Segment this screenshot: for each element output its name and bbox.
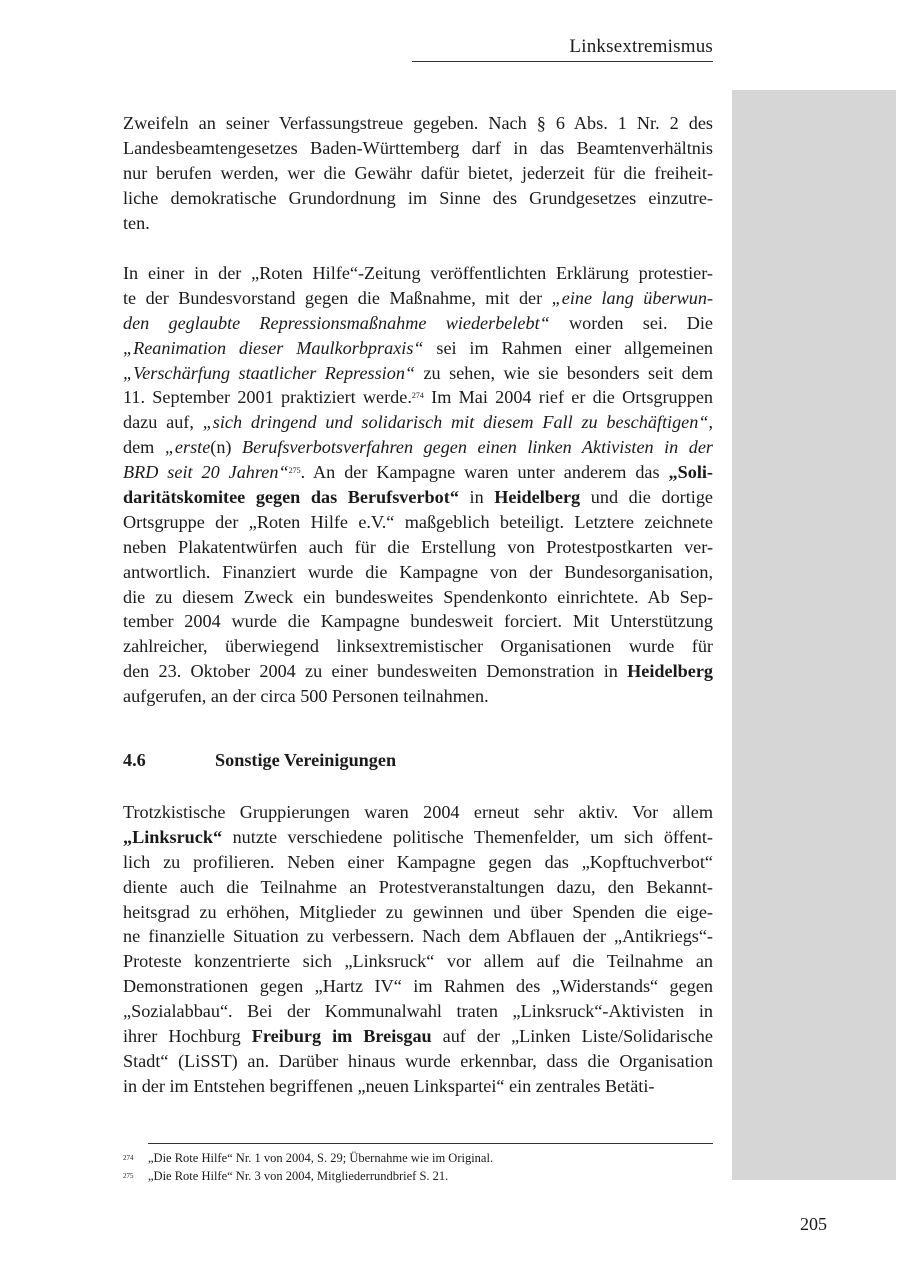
section-number: 4.6 (123, 750, 146, 770)
text-line (123, 999, 713, 1024)
footnote-ref: 274 (411, 391, 424, 401)
bold-text: Heidelberg (627, 661, 713, 682)
text-line (123, 900, 713, 925)
text-run: heitsgrad zu erhöhen, Mitglieder zu gewinnen und über Spenden die eige- (123, 901, 713, 922)
margin-sidebar (732, 90, 896, 1180)
text-run: te der Bundesvorstand gegen die Maßnahme, mit der (123, 287, 552, 308)
section-heading (123, 750, 396, 771)
footnote-text: „Die Rote Hilfe“ Nr. 3 von 2004, Mitgliederrundbrief S. 21. (148, 1169, 449, 1183)
text-line (123, 634, 713, 659)
paragraph-3 (123, 800, 713, 1099)
text-line (123, 361, 713, 386)
header-rule (412, 61, 713, 62)
text-line (123, 875, 713, 900)
text-line (123, 924, 713, 949)
text-line (123, 949, 713, 974)
italic-quote: „Verschärfung staatlicher Repression“ (123, 362, 416, 383)
text-line (123, 609, 713, 634)
text-line (123, 1074, 713, 1099)
italic-quote: den geglaubte Repressionsmaßnahme wiederbelebt“ (123, 312, 550, 333)
text-run: Im Mai 2004 rief er die Ortsgruppen (423, 387, 713, 408)
text-run: ihrer Hochburg (123, 1026, 252, 1047)
text-run: aufgerufen, an der circa 500 Personen teilnahmen. (123, 686, 489, 707)
text-line (123, 460, 713, 485)
text-run: Zweifeln an seiner Verfassungstreue gegeben. Nach § 6 Abs. 1 Nr. 2 des (123, 113, 713, 133)
bold-text: „Soli- (668, 462, 713, 483)
text-run: in der im Entstehen begriffenen „neuen Linkspartei“ ein zentrales Betäti- (123, 1075, 655, 1096)
text-line (123, 161, 713, 186)
text-run: „Sozialabbau“. Bei der Kommunalwahl traten „Linksruck“-Aktivisten in (123, 1001, 713, 1022)
text-run: diente auch die Teilnahme an Protestveranstaltungen dazu, den Bekannt- (123, 876, 713, 897)
footnote-rule (148, 1143, 713, 1144)
bold-text: „Linksruck“ (123, 826, 223, 847)
text-run: neben Plakatentwürfen auch für die Erstellung von Protestpostkarten ver- (123, 536, 713, 557)
text-run: Landesbeamtengesetzes Baden-Württemberg darf in das Beamtenverhältnis (123, 137, 713, 158)
text-line (123, 510, 713, 535)
paragraph-1 (123, 111, 713, 235)
bold-text: daritätskomitee gegen das Berufsverbot“ (123, 487, 459, 508)
text-run: zu sehen, wie sie besonders seit dem (415, 362, 713, 383)
footnote-number: 275 (123, 1172, 134, 1180)
text-run: ne finanzielle Situation zu verbessern. Nach dem Abflauen der „Antikriegs“- (123, 926, 713, 947)
text-line (123, 974, 713, 999)
text-run: (n) (210, 437, 242, 458)
italic-quote: „Reanimation dieser Maulkorbpraxis“ (123, 337, 424, 358)
italic-quote: „sich dringend und solidarisch mit diesem Fall zu beschäftigen“ (202, 412, 709, 433)
running-header: Linksextremismus (569, 36, 713, 57)
text-line (123, 535, 713, 560)
footnote-text: „Die Rote Hilfe“ Nr. 1 von 2004, S. 29; Übernahme wie im Original. (148, 1151, 494, 1165)
text-line (123, 311, 713, 336)
text-run: Trotzkistische Gruppierungen waren 2004 erneut sehr aktiv. Vor allem (123, 802, 713, 822)
text-run: auf der „Linken Liste/Solidarische (431, 1026, 713, 1047)
text-run: tember 2004 wurde die Kampagne bundesweit forciert. Mit Unterstützung (123, 611, 713, 632)
footnote-ref: 275 (288, 466, 301, 476)
paragraph-2 (123, 261, 713, 709)
text-line (123, 850, 713, 875)
italic-quote: „erste (164, 437, 211, 458)
text-line (123, 385, 713, 410)
text-line (123, 435, 713, 460)
text-line (123, 336, 713, 361)
text-run: die zu diesem Zweck ein bundesweites Spendenkonto einrichtete. Ab Sep- (123, 586, 713, 607)
text-line (123, 286, 713, 311)
text-run: dem (123, 437, 165, 458)
text-run: den 23. Oktober 2004 zu einer bundesweiten Demonstration in (123, 661, 628, 682)
text-line (123, 1049, 713, 1074)
text-run: ten. (123, 212, 150, 233)
text-run: in (458, 487, 495, 508)
text-line (123, 585, 713, 610)
text-run: Stadt“ (LiSST) an. Darüber hinaus wurde erkennbar, dass die Organisation (123, 1050, 713, 1071)
section-title: Sonstige Vereinigungen (215, 750, 397, 770)
text-line (123, 684, 713, 709)
text-line (123, 261, 713, 286)
text-run: Demonstrationen gegen „Hartz IV“ im Rahmen des „Widerstands“ gegen (123, 976, 713, 997)
text-run: und die dortige (580, 487, 713, 508)
italic-quote: „eine lang überwun- (551, 287, 713, 308)
text-line (123, 825, 713, 850)
text-run: liche demokratische Grundordnung im Sinne des Grundgesetzes einzutre- (123, 187, 713, 208)
text-run: nur berufen werden, wer die Gewähr dafür bietet, jederzeit für die freiheit- (123, 162, 713, 183)
text-run: In einer in der „Roten Hilfe“-Zeitung veröffentlichten Erklärung protestier- (123, 263, 713, 283)
text-run: , (708, 412, 713, 433)
text-line (123, 211, 713, 236)
italic-quote: BRD seit 20 Jahren“ (123, 462, 289, 483)
text-run: lich zu profilieren. Neben einer Kampagne gegen das „Kopftuchverbot“ (123, 851, 713, 872)
text-run: dazu auf, (123, 412, 203, 433)
text-line (123, 659, 713, 684)
text-run: zahlreicher, überwiegend linksextremistischer Organisationen wurde für (123, 636, 713, 657)
text-line (123, 560, 713, 585)
text-line (123, 410, 713, 435)
text-run: sei im Rahmen einer allgemeinen (423, 337, 713, 358)
italic-quote: Berufsverbotsverfahren gegen einen linken Aktivisten in der (241, 437, 713, 458)
text-run: Proteste konzentrierte sich „Linksruck“ vor allem auf die Teilnahme an (123, 951, 713, 972)
footnote-274 (123, 1149, 493, 1167)
text-line (123, 1024, 713, 1049)
footnote-number: 274 (123, 1154, 134, 1162)
text-line (123, 186, 713, 211)
text-line (123, 800, 713, 825)
footnote-275 (123, 1167, 448, 1185)
text-run: antwortlich. Finanziert wurde die Kampagne von der Bundesorganisation, (123, 561, 713, 582)
bold-text: Freiburg im Breisgau (251, 1026, 432, 1047)
text-line (123, 136, 713, 161)
text-run: . An der Kampagne waren unter anderem das (300, 462, 669, 483)
text-run: Ortsgruppe der „Roten Hilfe e.V.“ maßgeblich beteiligt. Letztere zeichnete (123, 511, 713, 532)
text-run: nutzte verschiedene politische Themenfelder, um sich öffent- (222, 826, 713, 847)
bold-text: Heidelberg (494, 487, 581, 508)
text-run: 11. September 2001 praktiziert werde. (123, 387, 412, 408)
text-line (123, 485, 713, 510)
page-number: 205 (800, 1214, 827, 1234)
text-run: worden sei. Die (549, 312, 713, 333)
text-line (123, 111, 713, 136)
